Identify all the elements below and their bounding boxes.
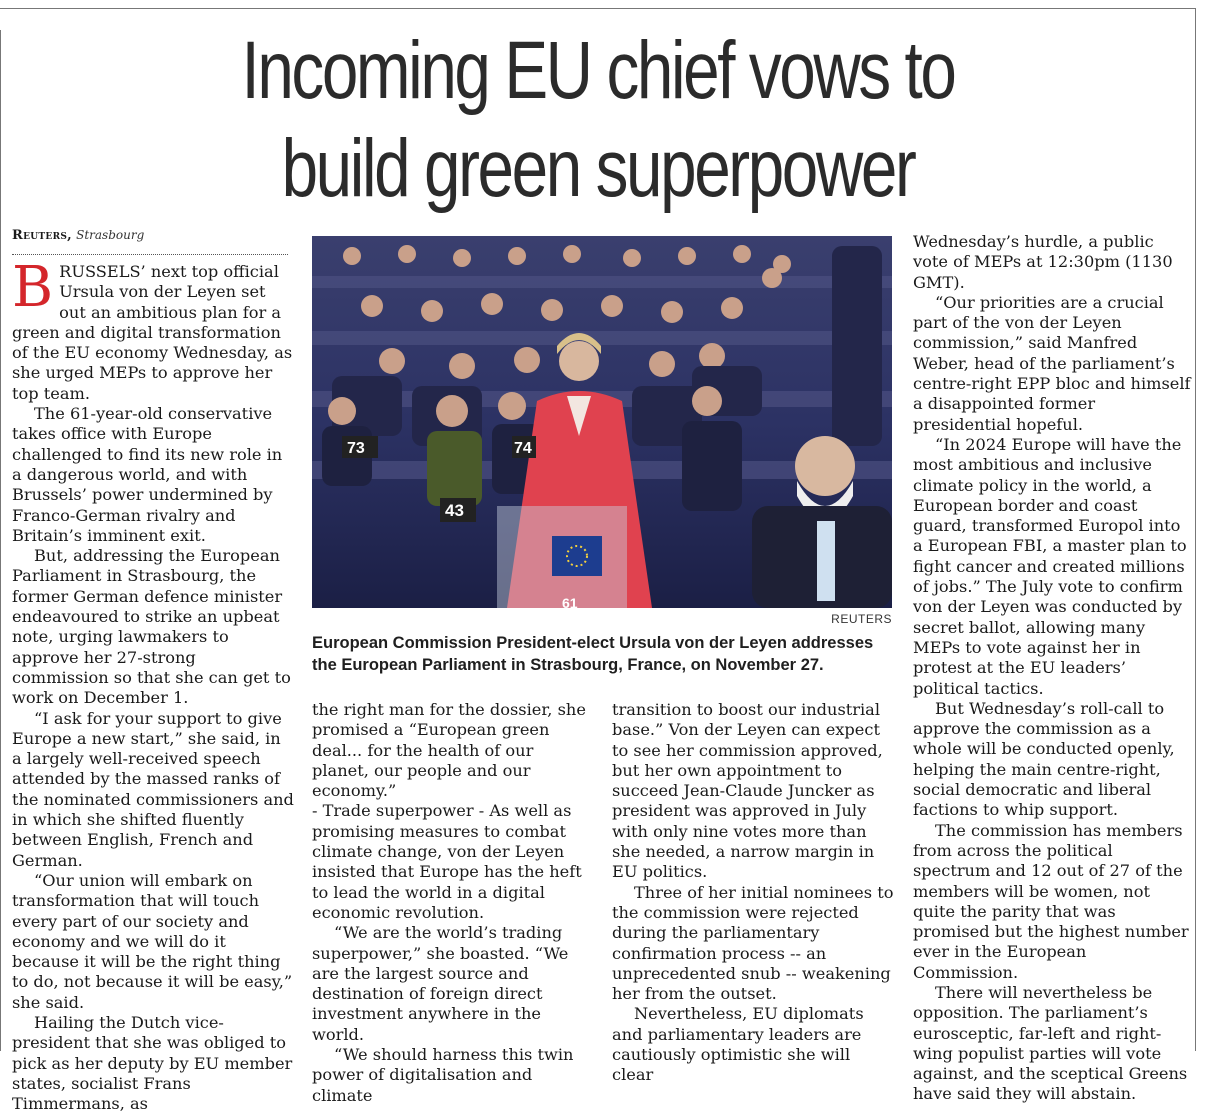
paragraph: There will nevertheless be opposition. The parliament’s eurosceptic, far-left and right-wing populist parties will vote against, and the sceptical Greens have said they will abstain.: [913, 982, 1188, 1104]
paragraph: BRUSSELS’ next top official Ursula von der Leyen set out an ambitious plan for a green and digital transformation of the EU economy Wednesday, as she urged MEPs to approve her top team.: [12, 255, 293, 403]
article-column-1: [12, 255, 294, 1114]
paragraph: the right man for the dossier, she promised a “European green deal... for the health of our planet, our people and our economy.”: [312, 700, 586, 801]
seat-number: 43: [445, 501, 464, 520]
paragraph: “We are the world’s trading superpower,” she boasted. “We are the largest source and destination of foreign direct investment anywhere in the world.: [312, 923, 569, 1044]
paragraph: The commission has members from across the political spectrum and 12 out of 27 of the members will be women, not quite the parity that was promised but the highest number ever in the European Commission.: [913, 820, 1189, 982]
paragraph: - Trade superpower - As well as promising measures to combat climate change, von der Leyen insisted that Europe has the heft to lead the world in a digital economic revolution.: [312, 801, 582, 922]
seat-number: 73: [347, 440, 365, 457]
article-column-3: [612, 700, 894, 1086]
headline-line-1: Incoming EU chief vows to: [241, 25, 955, 116]
news-photo: [312, 236, 892, 608]
headline: [120, 22, 1077, 218]
byline: [12, 228, 288, 243]
photo-credit: REUTERS: [831, 612, 892, 626]
paragraph: “Our union will embark on transformation that will touch every part of our society and economy and we will do it because it will be the right thing to do, not because it will be easy,” she said.: [12, 870, 293, 1012]
paragraph: Nevertheless, EU diplomats and parliamentary leaders are cautiously optimistic she will clear: [612, 1004, 864, 1085]
byline-place: Strasbourg: [76, 228, 145, 242]
headline-line-2: build green superpower: [281, 123, 915, 214]
drop-cap: B: [12, 255, 54, 320]
paragraph: But, addressing the European Parliament in Strasbourg, the former German defence minister endeavoured to strike an upbeat note, urging lawmakers to approve her 27-strong commission so that she can get to work on December 1.: [12, 546, 291, 708]
left-border-rule: [0, 30, 1, 1051]
paragraph: The 61-year-old conservative takes office with Europe challenged to find its new role in a dangerous world, and with Brussels’ power undermined by Franco-German rivalry and Britain’s imminent exit.: [12, 404, 283, 545]
right-border-rule: [1195, 8, 1196, 1051]
paragraph: Wednesday’s hurdle, a public vote of MEPs at 12:30pm (1130 GMT).: [913, 232, 1173, 292]
paragraph: Three of her initial nominees to the commission were rejected during the parliamentary confirmation process -- an unprecedented snub -- weakening her from the outset.: [612, 882, 894, 1004]
paragraph: “In 2024 Europe will have the most ambitious and inclusive climate policy in the world, a European border and coast guard, transformed Europol into a European FBI, a master plan to fight cancer and created millions of jobs.” The July vote to confirm von der Leyen was conducted by secret ballot, allowing many MEPs to vote against her in protest at the EU leaders’ political tactics.: [913, 434, 1187, 698]
byline-agency: Reuters,: [12, 228, 72, 243]
seat-number: 61: [562, 595, 578, 608]
article-column-4: [913, 232, 1193, 1105]
paragraph: “I ask for your support to give Europe a new start,” she said, in a largely well-received speech attended by the massed ranks of the nominated commissioners and in which she shifted fluently between English, French and German.: [12, 708, 294, 870]
paragraph: “We should harness this twin power of digitalisation and climate: [312, 1045, 574, 1105]
paragraph: Hailing the Dutch vice-president that she was obliged to pick as her deputy by EU member states, socialist Frans Timmermans, as: [12, 1012, 293, 1114]
article-column-2: [312, 700, 594, 1106]
photo-caption: European Commission President-elect Ursula von der Leyen addresses the European Parliament in Strasbourg, France, on November 27.: [312, 634, 874, 674]
paragraph: “Our priorities are a crucial part of the von der Leyen commission,” said Manfred Weber, head of the parliament’s centre-right EPP bloc and himself a disappointed former presidential hopeful.: [913, 292, 1191, 434]
seat-number: 74: [514, 440, 532, 457]
top-border-rule: [0, 8, 1196, 9]
paragraph: But Wednesday’s roll-call to approve the commission as a whole will be conducted openly, helping the main centre-right, social democratic and liberal factions to whip support.: [913, 698, 1175, 820]
paragraph: transition to boost our industrial base.” Von der Leyen can expect to see her commission approved, but her own appointment to succeed Jean-Claude Juncker as president was approved in July with only nine votes more than she needed, a narrow margin in EU politics.: [612, 700, 883, 882]
byline-divider: [12, 254, 288, 255]
